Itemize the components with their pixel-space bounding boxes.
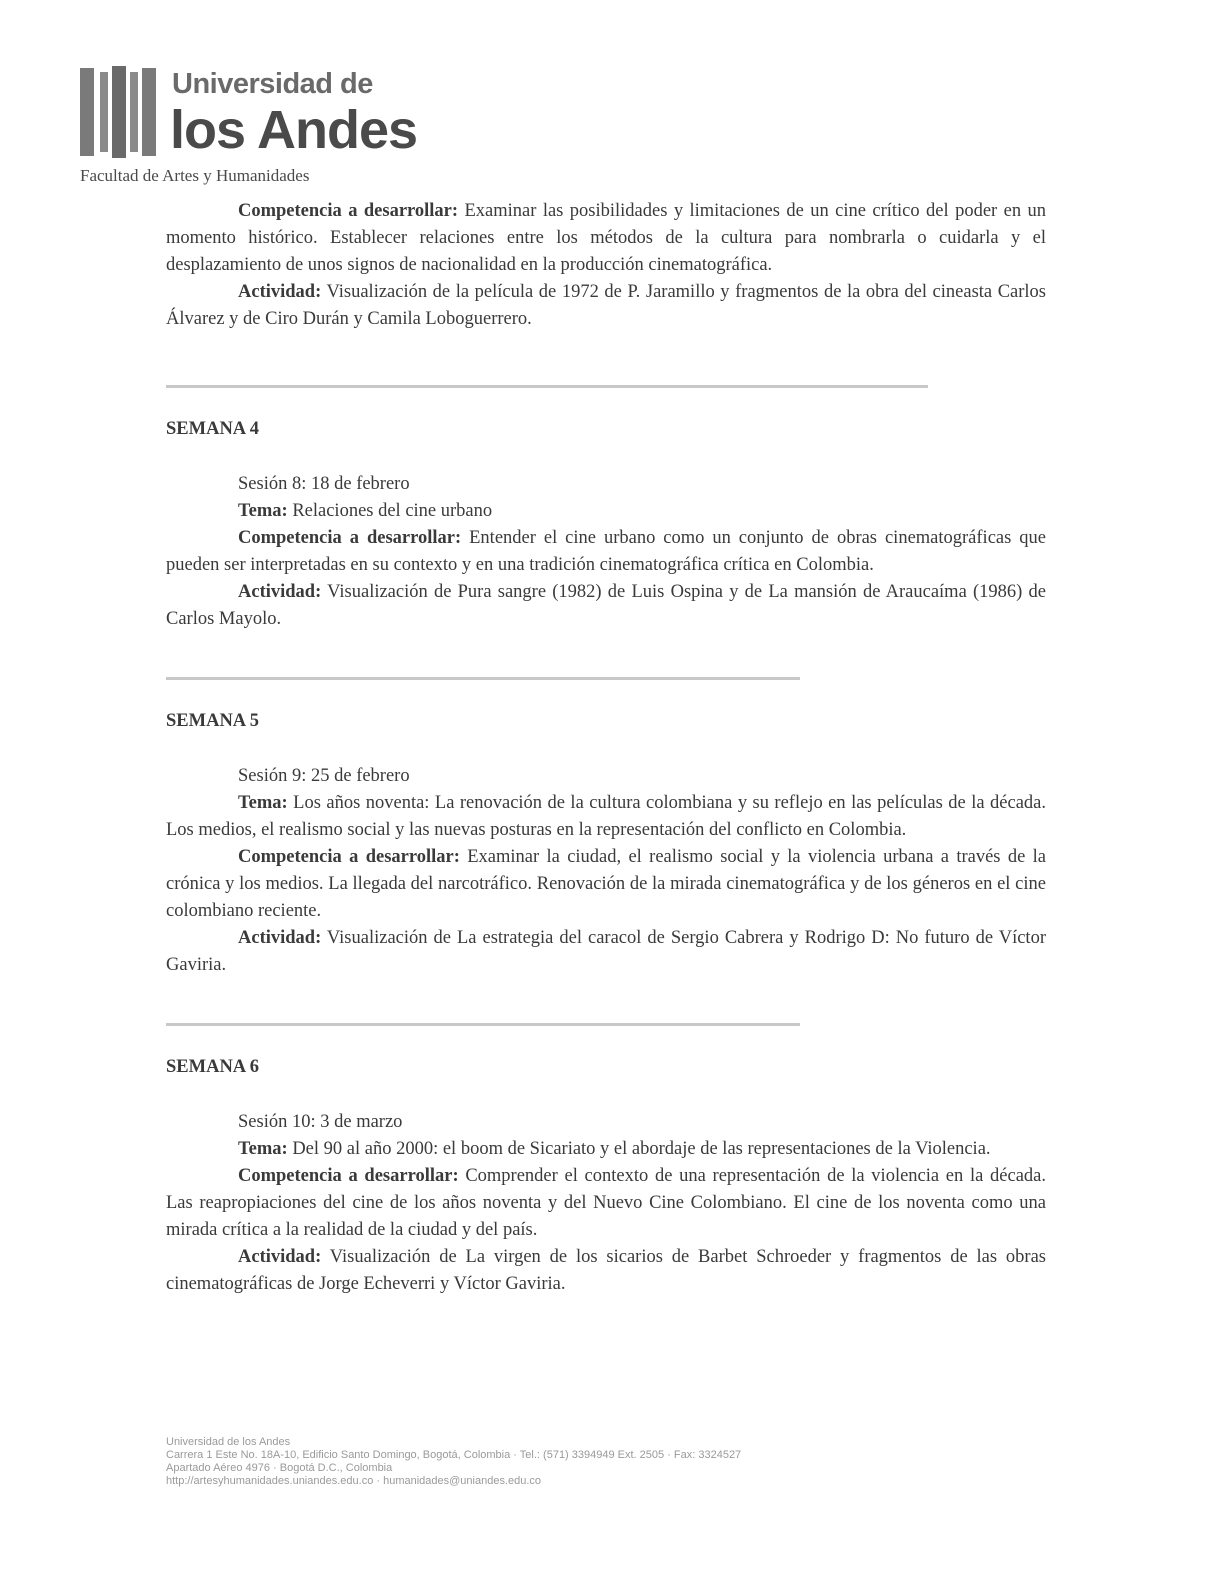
university-logo: [80, 66, 418, 191]
footer-web: http://artesyhumanidades.uniandes.edu.co · humanidades@uniandes.edu.co: [166, 1475, 542, 1487]
actividad-text: Visualización de La estrategia del caracol de Sergio Cabrera y Rodrigo D: No futuro de Víctor Gaviria.: [166, 928, 1046, 975]
week-tema: [166, 1136, 1046, 1163]
faculty-subtitle: Facultad de Artes y Humanidades: [80, 166, 310, 185]
actividad-label: Actividad:: [238, 928, 322, 948]
session-date: Sesión 9: 25 de febrero: [238, 766, 410, 786]
competencia-text: Examinar la ciudad, el realismo social y la violencia urbana a través de la crónica y los medios. La llegada del narcotráfico. Renovación de la mirada cinematográfica y de los géneros en el cine colombiano reciente.: [166, 847, 1046, 921]
actividad-text: Visualización de Pura sangre (1982) de Luis Ospina y de La mansión de Araucaíma (1986) de Carlos Mayolo.: [166, 582, 1046, 629]
competencia-label: Competencia a desarrollar:: [238, 847, 460, 867]
section-divider: [166, 1023, 800, 1026]
competencia-label: Competencia a desarrollar:: [238, 201, 459, 221]
competencia-label: Competencia a desarrollar:: [238, 528, 462, 548]
logo-word-universidad: Universidad de: [172, 68, 373, 100]
actividad-text: Visualización de La virgen de los sicarios de Barbet Schroeder y fragmentos de las obras cinematográficas de Jorge Echeverri y Víctor Gaviria.: [166, 1247, 1046, 1294]
week-tema: [166, 790, 1046, 844]
document-body: [166, 198, 1046, 1298]
intro-competencia: [166, 198, 1046, 279]
competencia-text: Examinar las posibilidades y limitaciones de un cine crítico del poder en un momento histórico. Establecer relaciones entre los métodos de la cultura para nombrarla o cuidarla y el desplazamiento de unos signos de nacionalidad en la producción cinematográfica.: [166, 201, 1046, 275]
week-title: SEMANA 5: [166, 711, 260, 731]
week-competencia: [166, 525, 1046, 579]
page-footer: [166, 1436, 1026, 1488]
logo-word-los-andes: los Andes: [170, 100, 418, 160]
week-competencia: [166, 1163, 1046, 1244]
session-date: Sesión 10: 3 de marzo: [238, 1112, 403, 1132]
section-divider: [166, 677, 800, 680]
section-divider: [166, 385, 928, 388]
intro-actividad: [166, 279, 1046, 333]
actividad-text: Visualización de la película de 1972 de P. Jaramillo y fragmentos de la obra del cineasta Carlos Álvarez y de Ciro Durán y Camila Loboguerrero.: [166, 282, 1046, 329]
tema-label: Tema:: [238, 501, 288, 521]
actividad-label: Actividad:: [238, 582, 322, 602]
week-competencia: [166, 844, 1046, 925]
week-title: SEMANA 4: [166, 419, 260, 439]
session-date: Sesión 8: 18 de febrero: [238, 474, 410, 494]
week-actividad: [166, 925, 1046, 979]
footer-address: Carrera 1 Este No. 18A-10, Edificio Santo Domingo, Bogotá, Colombia · Tel.: (571) 3394949 Ext. 2505 · Fax: 3324527: [166, 1449, 742, 1461]
tema-text: Relaciones del cine urbano: [292, 501, 493, 521]
week-title: SEMANA 6: [166, 1057, 260, 1077]
actividad-label: Actividad:: [238, 1247, 322, 1267]
tema-label: Tema:: [238, 1139, 288, 1159]
competencia-text: Entender el cine urbano como un conjunto de obras cinematográficas que pueden ser interpretadas en su contexto y en una tradición cinematográfica crítica en Colombia.: [166, 528, 1046, 575]
week-actividad: [166, 579, 1046, 633]
competencia-label: Competencia a desarrollar:: [238, 1166, 459, 1186]
competencia-text: Comprender el contexto de una representación de la violencia en la década. Las reapropiaciones del cine de los años noventa y del Nuevo Cine Colombiano. El cine de los noventa como una mirada crítica a la realidad de la ciudad y del país.: [166, 1166, 1046, 1240]
week-tema: [166, 498, 1046, 525]
tema-label: Tema:: [238, 793, 288, 813]
tema-text: Del 90 al año 2000: el boom de Sicariato y el abordaje de las representaciones de la Violencia.: [292, 1139, 991, 1159]
actividad-label: Actividad:: [238, 282, 322, 302]
footer-line: Universidad de los Andes: [166, 1436, 291, 1448]
logo-emblem-icon: [80, 66, 158, 158]
tema-text: Los años noventa: La renovación de la cultura colombiana y su reflejo en las películas de la década. Los medios, el realismo social y las nuevas posturas en la representación del conflicto en Colombia.: [166, 793, 1047, 840]
footer-line: Apartado Aéreo 4976 · Bogotá D.C., Colombia: [166, 1462, 393, 1474]
week-actividad: [166, 1244, 1046, 1298]
